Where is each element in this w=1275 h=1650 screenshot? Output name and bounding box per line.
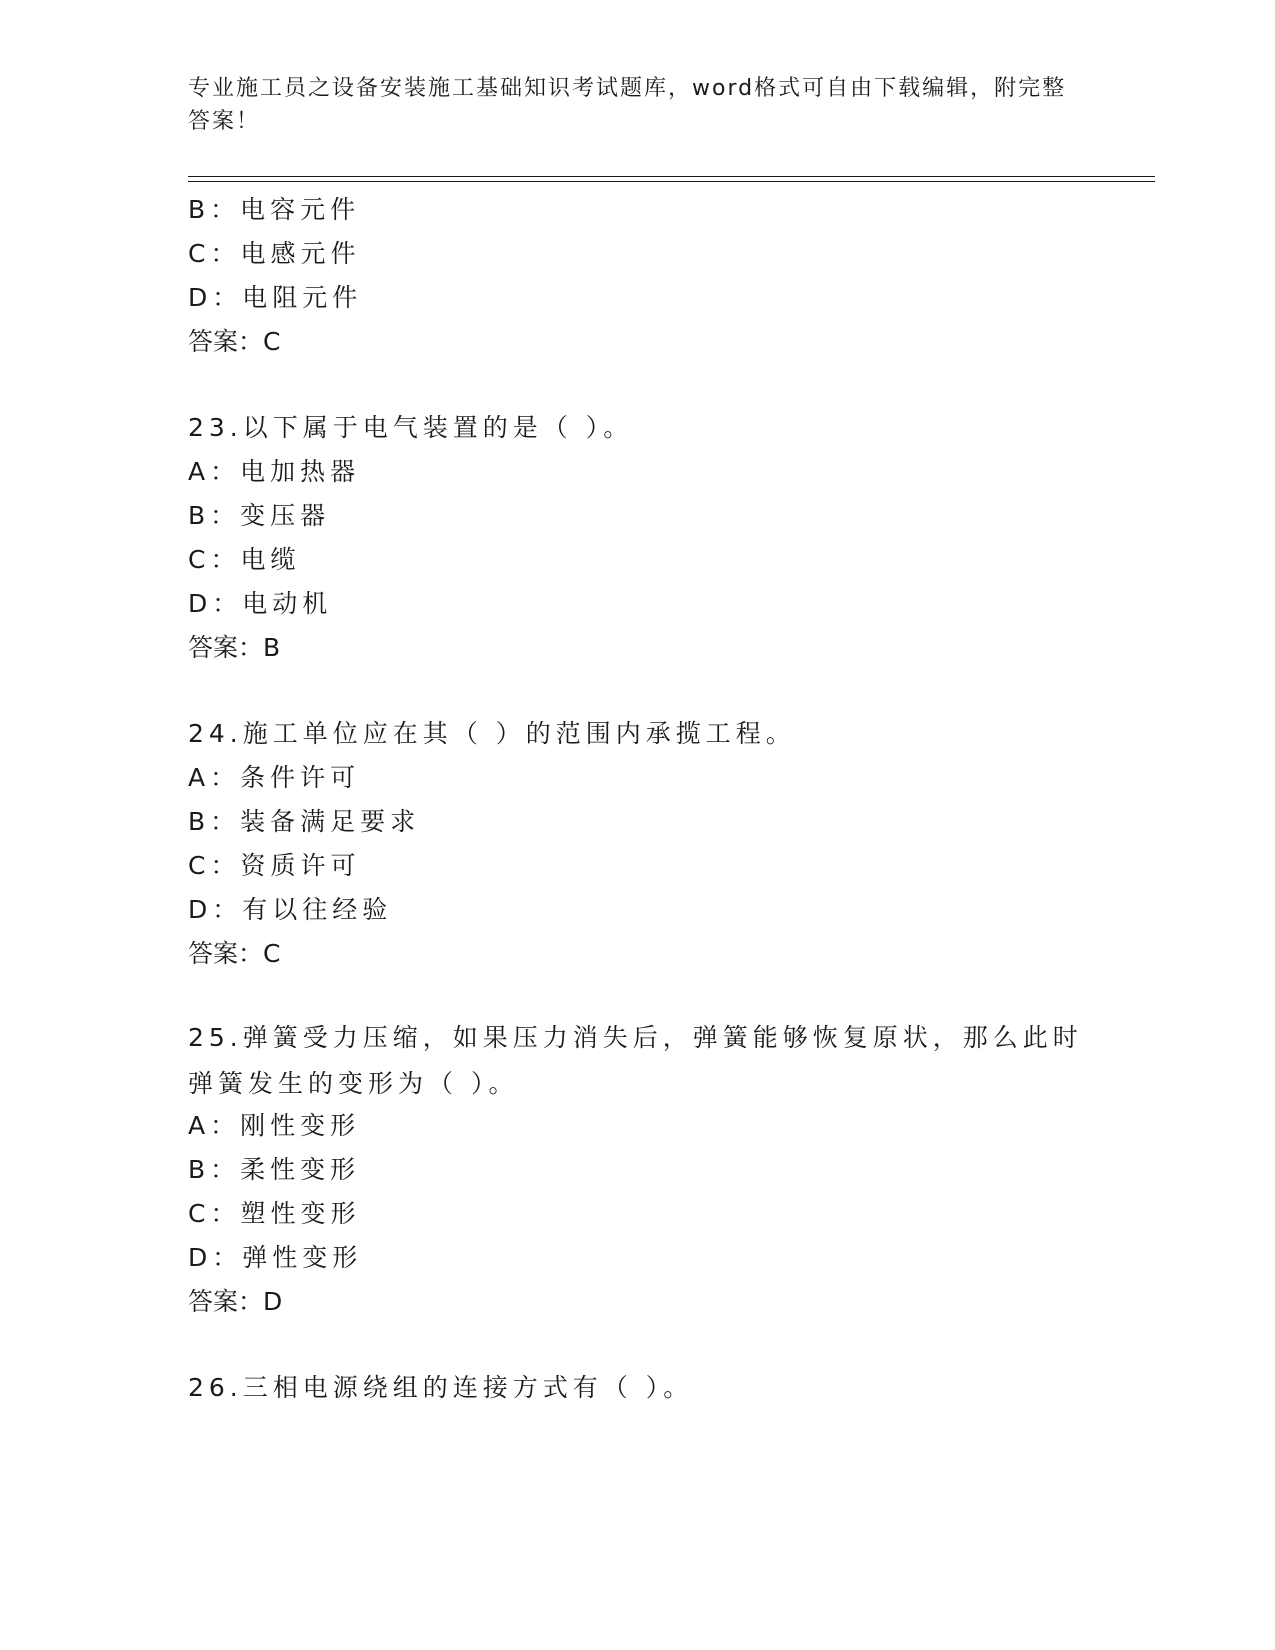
document-header: 专业施工员之设备安装施工基础知识考试题库，word格式可自由下载编辑，附完整答案！ bbox=[188, 76, 1067, 134]
q25-option-d: D：弹性变形 bbox=[188, 1243, 363, 1272]
q23-question: 23.以下属于电气装置的是（ ）。 bbox=[188, 413, 634, 442]
q25-option-b: B：柔性变形 bbox=[188, 1155, 361, 1184]
q25-option-c: C：塑性变形 bbox=[188, 1199, 361, 1228]
q23-option-b: B：变压器 bbox=[188, 501, 331, 530]
q22-option-c: C：电感元件 bbox=[188, 239, 361, 268]
q26-question: 26.三相电源绕组的连接方式有（ ）。 bbox=[188, 1373, 694, 1402]
q22-option-b: B：电容元件 bbox=[188, 195, 361, 224]
q24-option-b: B：装备满足要求 bbox=[188, 807, 421, 836]
q23-option-a: A：电加热器 bbox=[188, 457, 361, 486]
q23-option-c: C：电缆 bbox=[188, 545, 301, 574]
q25-answer: 答案：D bbox=[188, 1287, 283, 1316]
q25-option-a: A：刚性变形 bbox=[188, 1111, 361, 1140]
q23-option-d: D：电动机 bbox=[188, 589, 333, 618]
header-rule-top bbox=[188, 176, 1155, 177]
q24-question: 24.施工单位应在其（ ）的范围内承揽工程。 bbox=[188, 719, 796, 748]
q22-answer: 答案：C bbox=[188, 327, 281, 356]
q24-option-a: A：条件许可 bbox=[188, 763, 361, 792]
q23-answer: 答案：B bbox=[188, 633, 281, 662]
q24-option-d: D：有以往经验 bbox=[188, 895, 393, 924]
q22-option-d: D：电阻元件 bbox=[188, 283, 363, 312]
header-rule-bottom bbox=[188, 181, 1155, 182]
q24-option-c: C：资质许可 bbox=[188, 851, 361, 880]
q24-answer: 答案：C bbox=[188, 939, 281, 968]
q25-question: 25.弹簧受力压缩，如果压力消失后，弹簧能够恢复原状，那么此时弹簧发生的变形为（ ）。 bbox=[188, 1023, 1083, 1098]
